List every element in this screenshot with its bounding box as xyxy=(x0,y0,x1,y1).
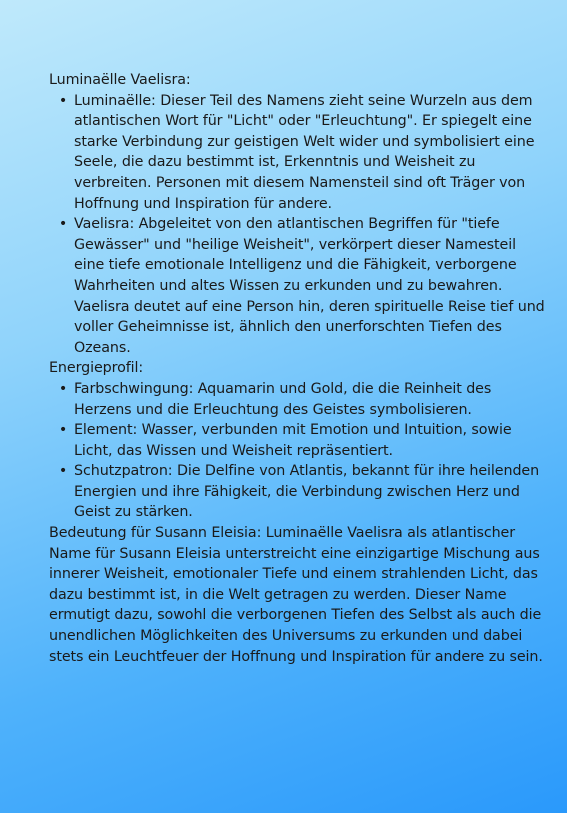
list-item-text: Luminaëlle: Dieser Teil des Namens zieht seine Wurzeln aus dem atlantischen Wort für "Licht" oder "Erleuchtung". Er spiegelt eine starke Verbindung zur geistigen Welt wider und symbolisiert eine Seele, die dazu bestimmt ist, Erkenntnis und Weisheit zu verbreiten. Personen mit diesem Namensteil sind oft Träger von Hoffnung und Inspiration für andere. xyxy=(74,92,535,212)
bullet-icon: • xyxy=(58,92,68,109)
energy-heading: Energieprofil: xyxy=(49,360,144,377)
document-body xyxy=(49,70,545,667)
bullet-icon: • xyxy=(58,216,68,233)
list-item xyxy=(58,420,545,461)
bullet-icon: • xyxy=(58,463,68,480)
list-item xyxy=(58,379,545,420)
energy-list xyxy=(49,379,545,523)
bullet-icon: • xyxy=(58,380,68,397)
name-list xyxy=(49,91,545,359)
list-item xyxy=(58,214,545,358)
list-item xyxy=(58,461,545,523)
meaning-paragraph: Bedeutung für Susann Eleisia: Luminaëlle Vaelisra als atlantischer Name für Susann Eleisia unterstreicht eine einzigartige Mischung aus innerer Weisheit, emotionaler Tiefe und einem strahlenden Licht, das dazu bestimmt ist, in die Welt getragen zu werden. Dieser Name ermutigt dazu, sowohl die verborgenen Tiefen des Selbst als auch die unendlichen Möglichkeiten des Universums zu erkunden und dabei stets ein Leuchtfeuer der Hoffnung und Inspiration für andere zu sein. xyxy=(49,525,543,665)
list-item xyxy=(58,91,545,215)
list-item-text: Farbschwingung: Aquamarin und Gold, die die Reinheit des Herzens und die Erleuchtung des Geistes symbolisieren. xyxy=(74,380,492,418)
bullet-icon: • xyxy=(58,422,68,439)
name-heading: Luminaëlle Vaelisra: xyxy=(49,72,191,88)
list-item-text: Schutzpatron: Die Delfine von Atlantis, bekannt für ihre heilenden Energien und ihre Fähigkeit, die Verbindung zwischen Herz und Geist zu stärken. xyxy=(74,463,540,521)
list-item-text: Element: Wasser, verbunden mit Emotion und Intuition, sowie Licht, das Wissen und Weisheit repräsentiert. xyxy=(74,422,512,459)
list-item-text: Vaelisra: Abgeleitet von den atlantischen Begriffen für "tiefe Gewässer" und "heilige Weisheit", verkörpert dieser Namesteil eine tiefe emotionale Intelligenz und die Fähigkeit, verborgene Wahrheiten und altes Wissen zu erkunden und zu bewahren. Vaelisra deutet auf eine Person hin, deren spirituelle Reise tief und voller Geheimnisse ist, ähnlich den unerforschten Tiefen des Ozeans. xyxy=(74,216,545,356)
